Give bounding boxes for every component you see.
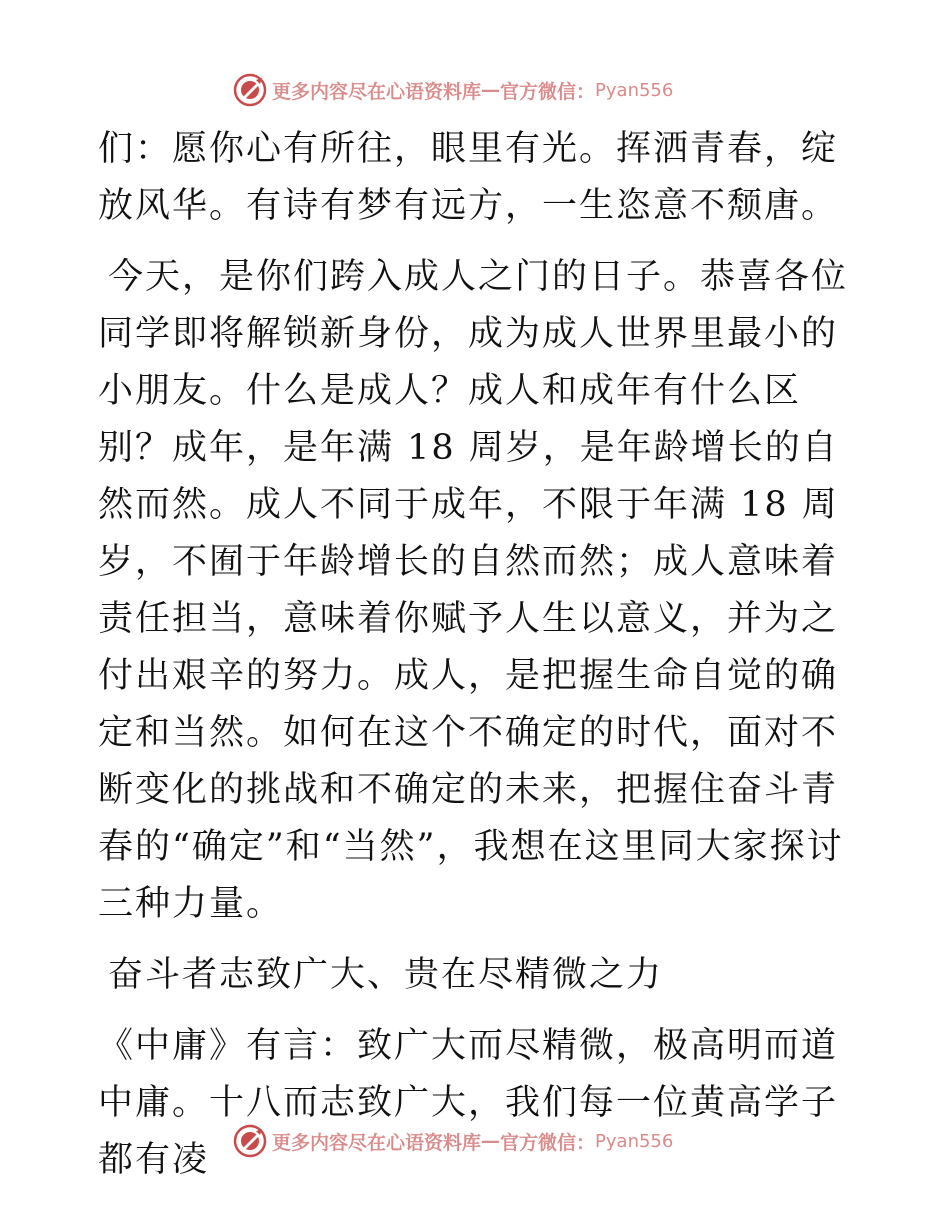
paragraph-zhongyong: 《中庸》有言：致广大而尽精微，极高明而道中庸。十八而志致广大，我们每一位黄高学子都有凌: [98, 1026, 839, 1180]
watermark-contact-id: Pyan556: [595, 79, 674, 101]
paragraph-coming-of-age: 今天，是你们跨入成人之门的日子。恭喜各位同学即将解锁新身份，成为成人世界里最小的小朋友。什么是成人？成人和成年有什么区别？成年，是年满 18 周岁，是年龄增长的自然而然。成人不同于成年，不限于年满 18 周岁，不囿于年龄增长的自然而然；成人意味着责任担当，意味着你赋予人生以意义，并为之付出艰辛的努力。成人，是把握生命自觉的确定和当然。如何在这个不确定的时代，面对不断变化的挑战和不确定的未来，把握住奋斗青春的“确定”和“当然”，我想在这里同大家探讨三种力量。: [98, 257, 849, 924]
watermark-separator: —: [481, 1130, 501, 1152]
watermark-brand-text: 更多内容尽在心语资料库: [272, 1131, 482, 1154]
watermark-contact-text: 官方微信：: [500, 1131, 596, 1154]
watermark-contact-text: 官方微信：: [500, 80, 596, 103]
watermark-separator: —: [481, 79, 501, 101]
pen-logo-icon: [232, 1123, 268, 1159]
paragraph-continuation: 们：愿你心有所往，眼里有光。挥洒青春，绽放风华。有诗有梦有远方，一生恣意不颓唐。: [98, 129, 839, 226]
document-body: [98, 121, 850, 1189]
watermark-contact-id: Pyan556: [595, 1130, 674, 1152]
watermark-brand-text: 更多内容尽在心语资料库: [272, 80, 482, 103]
section-heading: 奋斗者志致广大、贵在尽精微之力: [108, 955, 664, 995]
footer-watermark: [232, 1122, 673, 1160]
pen-logo-icon: [232, 72, 268, 108]
header-watermark: [232, 71, 673, 109]
